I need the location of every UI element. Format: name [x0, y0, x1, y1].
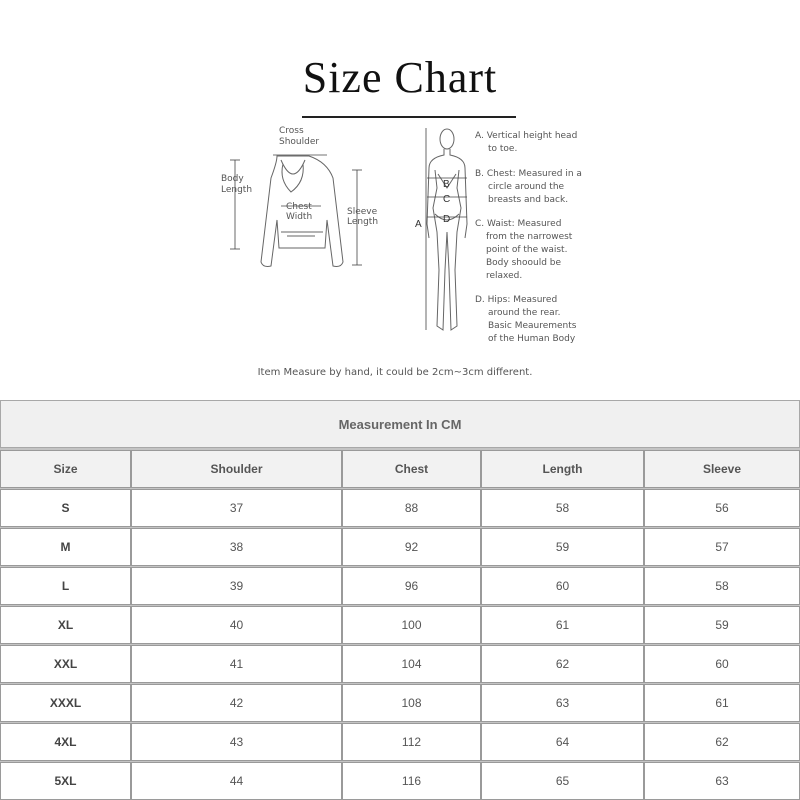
letter-a: A [415, 219, 422, 230]
table-caption: Measurement In CM [0, 400, 800, 448]
body-length-label-2: Length [221, 185, 253, 195]
row-cell-length: 62 [481, 645, 644, 683]
row-cell-chest: 96 [342, 567, 481, 605]
figure-arrows [426, 128, 467, 330]
row-size-cell: S [0, 489, 131, 527]
note-c-line-3: point of the waist. [486, 245, 568, 255]
note-c-line-2: from the narrowest [486, 232, 573, 242]
column-header-shoulder: Shoulder [131, 450, 342, 488]
row-size-cell: XL [0, 606, 131, 644]
column-header-size: Size [0, 450, 131, 488]
row-cell-sleeve: 59 [644, 606, 800, 644]
row-cell-chest: 116 [342, 762, 481, 800]
row-size-cell: 5XL [0, 762, 131, 800]
row-cell-sleeve: 58 [644, 567, 800, 605]
cross-shoulder-label-2: Shoulder [279, 137, 320, 147]
note-c-line-5: relaxed. [486, 271, 523, 281]
column-header-sleeve: Sleeve [644, 450, 800, 488]
note-b-line-2: circle around the [488, 182, 565, 192]
row-cell-length: 58 [481, 489, 644, 527]
row-cell-length: 65 [481, 762, 644, 800]
row-size-cell: L [0, 567, 131, 605]
row-cell-chest: 88 [342, 489, 481, 527]
letter-d: D [443, 214, 451, 225]
row-cell-chest: 104 [342, 645, 481, 683]
size-table [0, 400, 800, 800]
row-cell-shoulder: 40 [131, 606, 342, 644]
row-cell-sleeve: 56 [644, 489, 800, 527]
row-size-cell: 4XL [0, 723, 131, 761]
measurement-diagram [215, 120, 595, 350]
row-cell-length: 64 [481, 723, 644, 761]
letter-c: C [443, 194, 451, 205]
note-b-line-1: B. Chest: Measured in a [475, 169, 582, 179]
row-cell-shoulder: 44 [131, 762, 342, 800]
row-cell-sleeve: 57 [644, 528, 800, 566]
cross-shoulder-label: Cross [279, 126, 304, 136]
column-header-chest: Chest [342, 450, 481, 488]
row-size-cell: XXXL [0, 684, 131, 722]
letter-b: B [443, 179, 450, 190]
human-figure [427, 129, 467, 330]
body-length-label: Body [221, 174, 244, 184]
column-header-length: Length [481, 450, 644, 488]
note-b-line-3: breasts and back. [488, 195, 569, 205]
row-cell-shoulder: 41 [131, 645, 342, 683]
row-cell-length: 61 [481, 606, 644, 644]
note-d-line-2: around the rear. [488, 308, 561, 318]
row-cell-shoulder: 42 [131, 684, 342, 722]
measure-disclaimer: Item Measure by hand, it could be 2cm~3cm different. [257, 367, 533, 378]
note-d-line-3: Basic Meaurements [488, 321, 577, 331]
row-cell-length: 60 [481, 567, 644, 605]
row-cell-shoulder: 38 [131, 528, 342, 566]
chest-width-label-2: Width [286, 212, 313, 222]
row-cell-length: 59 [481, 528, 644, 566]
row-cell-sleeve: 63 [644, 762, 800, 800]
row-size-cell: XXL [0, 645, 131, 683]
page-title: Size Chart [302, 53, 498, 102]
row-cell-chest: 108 [342, 684, 481, 722]
row-cell-chest: 100 [342, 606, 481, 644]
row-cell-sleeve: 61 [644, 684, 800, 722]
note-a-line-2: to toe. [488, 144, 518, 154]
row-cell-sleeve: 62 [644, 723, 800, 761]
title-underline [302, 116, 516, 118]
sleeve-length-label: Sleeve [347, 207, 378, 217]
row-size-cell: M [0, 528, 131, 566]
note-a-line-1: A. Vertical height head [475, 131, 578, 141]
note-d-line-1: D. Hips: Measured [475, 295, 558, 305]
row-cell-shoulder: 37 [131, 489, 342, 527]
sleeve-length-label-2: Length [347, 217, 379, 227]
row-cell-chest: 92 [342, 528, 481, 566]
note-c-line-1: C. Waist: Measured [475, 219, 562, 229]
row-cell-sleeve: 60 [644, 645, 800, 683]
row-cell-shoulder: 39 [131, 567, 342, 605]
measurement-notes [475, 131, 582, 344]
row-cell-shoulder: 43 [131, 723, 342, 761]
row-cell-length: 63 [481, 684, 644, 722]
chest-width-label: Chest [286, 202, 312, 212]
note-d-line-4: of the Human Body [488, 334, 576, 344]
row-cell-chest: 112 [342, 723, 481, 761]
note-c-line-4: Body shoould be [486, 258, 562, 268]
